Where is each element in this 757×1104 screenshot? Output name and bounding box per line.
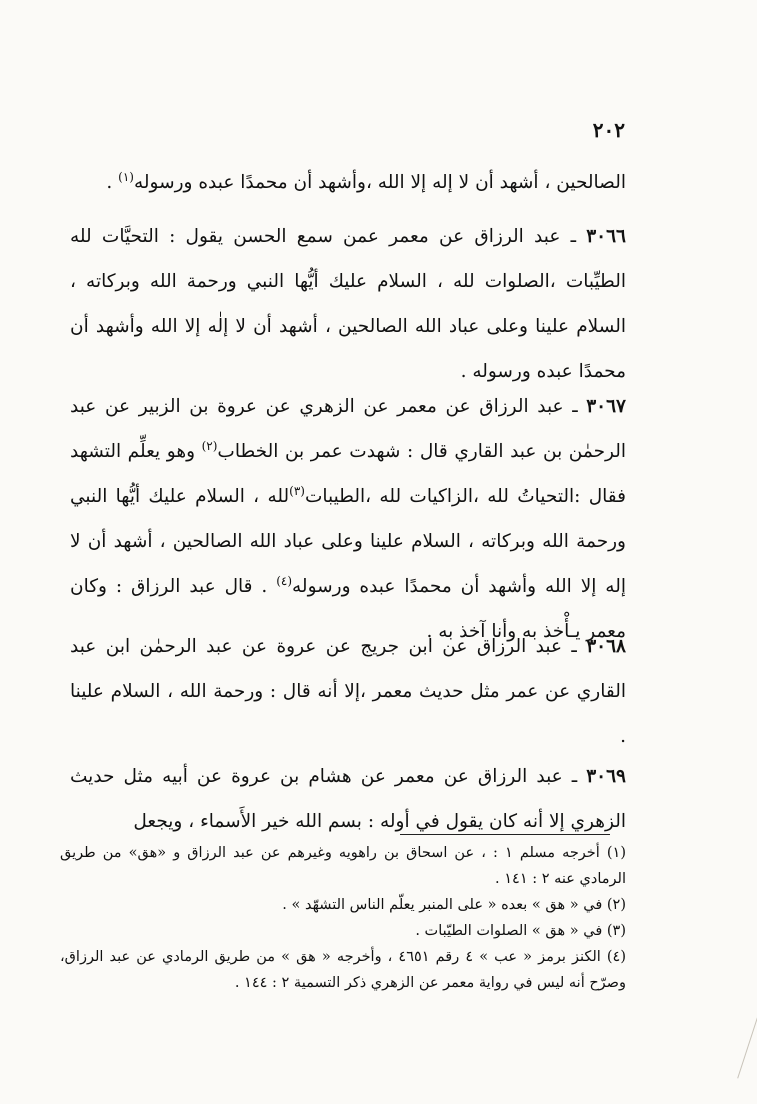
footnotes [60, 840, 626, 996]
hadith-text-3067-a: ـ عبد الرزاق عن معمر عن الزهري عن عروة بن الزبير عن عبد الرحمٰن بن عبد القاري قال : شهدت عمر بن الخطاب [70, 396, 626, 462]
paragraph-opening [70, 160, 626, 205]
footnote-2: (٢) في « هق » بعده « على المنبر يعلّم الناس التشهّد » . [282, 897, 626, 913]
hadith-number-3069: ٣٠٦٩ [586, 766, 626, 787]
hadith-text-3067-d: . قال عبد الرزاق : وكان معمر يـأْخذ به وأنا آخذ به . [70, 576, 626, 642]
hadith-number-3066: ٣٠٦٦ [586, 226, 626, 247]
footnote-divider [400, 834, 610, 835]
hadith-number-3068: ٣٠٦٨ [586, 636, 626, 657]
hadith-3069 [70, 754, 626, 844]
hadith-text-3067-c: لله ، السلام عليك أيُّها النبي ورحمة الله وبركاته ، السلام علينا وعلى عباد الله الصالحين ، أشهد أن لا إله إلا الله وأشهد أن محمدًا عبده ورسوله [70, 486, 627, 597]
opening-end: . [106, 172, 119, 193]
opening-text: الصالحين ، أشهد أن لا إله إلا الله ،وأشهد أن محمدًا عبده ورسوله [133, 172, 626, 193]
hadith-3068 [70, 624, 626, 759]
footnote-3: (٣) في « هق » الصلوات الطيّبات . [415, 923, 626, 939]
footnote-ref-2: (٢) [201, 438, 218, 453]
page-edge-mark [737, 1012, 757, 1079]
hadith-text-3068: ـ عبد الرزاق عن ابن جريج عن عروة عن عبد الرحمٰن ابن عبد القاري عن عمر مثل حديث معمر ،إلا أنه قال : ورحمة الله ، السلام علينا . [70, 636, 626, 747]
page-number: ٢٠٢ [592, 118, 625, 142]
footnote-4: (٤) الكنز برمز « عب » ٤ رقم ٤٦٥١ ، وأخرجه « هق » من طريق الرمادي عن عبد الرزاق، وصرّح أنه ليس في رواية معمر عن الزهري ذكر التسمية ٢ : ١٤٤ . [60, 949, 626, 991]
footnote-ref-1: (١) [118, 169, 134, 184]
hadith-text-3067-b: وهو يعلِّم التشهد فقال :التحياتُ لله ،الزاكيات لله ،الطيبات [70, 441, 627, 507]
footnote-ref-3: (٣) [289, 483, 305, 498]
hadith-3066 [70, 214, 626, 394]
footnote-1: (١) أخرجه مسلم ١ : ، عن اسحاق بن راهويه وغيرهم عن عبد الرزاق و «هق» من طريق الرمادي عنه ٢ : ١٤١ . [60, 845, 627, 887]
footnote-ref-4: (٤) [276, 573, 293, 588]
hadith-3067 [70, 384, 626, 654]
hadith-number-3067: ٣٠٦٧ [586, 396, 626, 417]
hadith-text-3066: ـ عبد الرزاق عن معمر عمن سمع الحسن يقول : التحيَّات لله الطيِّبات ،الصلوات لله ، السلام عليك أيُّها النبي ورحمة الله وبركاته ، السلام علينا وعلى عباد الله الصالحين ، أشهد أن لا إلٰه إلا الله وأشهد أن محمدًا عبده ورسوله . [70, 226, 626, 382]
hadith-text-3069: ـ عبد الرزاق عن معمر عن هشام بن عروة عن أبيه مثل حديث الزهري إلا أنه كان يقول في أوله : بسم الله خير الأَسماء ، ويجعل [70, 766, 626, 832]
